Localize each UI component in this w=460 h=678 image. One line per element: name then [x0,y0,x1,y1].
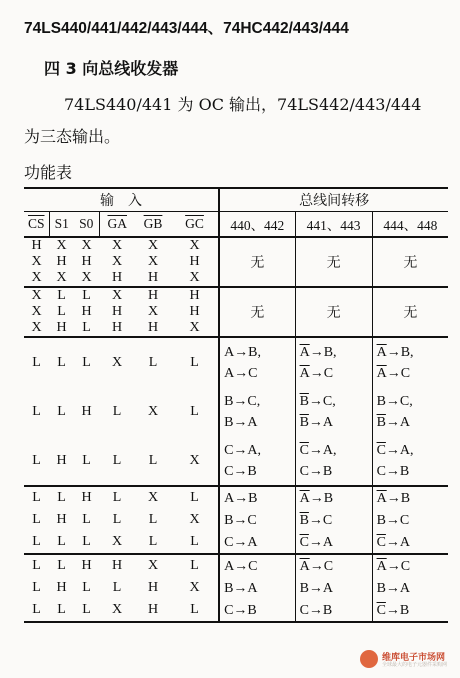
cell-ga: L [112,580,122,595]
cell-transfer [372,531,448,554]
cell-transfer [295,554,372,577]
watermark-text: 维库电子市场网 [382,653,446,663]
cell-transfer: B→A [295,577,372,599]
col-gb: $\overline{GB}$ [135,212,171,238]
cell-gb: L [148,534,158,549]
cell-transfer: B→C [376,512,410,528]
cell-s0: L [82,320,91,335]
cell-gc: H [171,304,219,320]
transfer-rest: →A [308,534,334,550]
transfer-rest: →C [309,365,334,381]
transfer-bar: $\overline{A}$ [376,558,387,574]
cell-s0: H [81,403,92,419]
table-row [24,486,448,509]
transfer-line [377,342,449,363]
cell-s1: L [57,403,66,419]
transfer-rest: →A, [308,442,337,458]
cell-s1: H [56,452,67,468]
cell-transfer [295,387,372,436]
table-row [24,509,448,531]
transfer-line [377,363,449,384]
page-title: 74LS440/441/442/443/444、74HC442/443/444 [24,20,349,37]
cell-ga: X [99,599,135,622]
transfer-bar: $\overline{B}$ [376,414,386,430]
cell-s0: L [82,534,91,549]
cell-s0: X [81,238,92,253]
cell-ga: H [111,270,123,285]
cell-cs: X [24,287,49,304]
cell-transfer: B→A [219,577,295,599]
cell-s0: L [82,512,91,527]
cell-gc: X [171,436,219,486]
cell-ga: X [111,534,123,549]
cell-transfer [372,486,448,509]
transfer-rest: →C [308,512,333,528]
cell-gc: X [171,577,219,599]
cell-s1: H [56,254,67,269]
cell-transfer: C→B [295,599,372,622]
cell-cs: L [32,534,41,549]
cell-transfer: C→A [219,531,295,554]
cell-s1: L [49,554,74,577]
transfer-rest: →A [385,414,411,430]
transfer-bar: $\overline{A}$ [299,490,310,506]
cell-none: 无 [372,287,448,337]
cell-s0: L [74,287,99,304]
transfer-line: C→B [299,463,333,479]
table-row [24,577,448,599]
cell-transfer [219,387,295,436]
transfer-bar: $\overline{A}$ [376,344,387,360]
transfer-bar: $\overline{A}$ [376,490,387,506]
cell-transfer [372,387,448,436]
cell-s1: L [57,304,66,319]
transfer-bar: $\overline{A}$ [299,558,310,574]
cell-gc: X [171,320,219,337]
cell-s0: H [81,254,92,269]
transfer-line [300,391,372,412]
cell-gc: L [171,599,219,622]
transfer-rest: →C [386,558,411,574]
cell-gc: L [171,554,219,577]
col-s0: S0 [74,212,99,238]
transfer-line: A→B, [224,344,262,360]
transfer-rest: →C [386,365,411,381]
cell-s1: L [49,287,74,304]
cell-transfer: C→B [219,599,295,622]
transfer-line: C→A, [224,442,262,458]
cell-transfer [295,509,372,531]
table-row [24,287,448,304]
cell-ga: H [99,554,135,577]
cell-ga: X [99,337,135,387]
header-input: 输 入 [24,188,219,212]
cell-s0: L [74,337,99,387]
transfer-rest: →B [386,490,411,506]
cell-cs: H [31,238,42,253]
transfer-rest: →B, [386,344,414,360]
cell-gb: H [147,270,159,285]
transfer-line: B→C, [376,393,413,409]
transfer-rest: →B [309,490,334,506]
transfer-rest: →C, [308,393,336,409]
dianzi-logo-icon [360,650,378,668]
transfer-line: B→C, [224,393,261,409]
col-444-448: 444、448 [372,212,448,238]
cell-ga: X [111,254,123,269]
table-row [24,554,448,577]
cell-none: 无 [295,237,372,287]
table-row [24,436,448,486]
header-row-columns [24,212,448,238]
table-caption: 功能表 [24,163,73,182]
col-s1: S1 [49,212,74,238]
table-row [24,531,448,554]
cell-gb: H [147,580,159,595]
cell-transfer: A→B [219,486,295,509]
col-cs: $\overline{CS}$ [24,212,49,238]
cell-cs: L [32,580,41,595]
cell-transfer [219,436,295,486]
cell-cs: X [31,304,42,319]
watermark-subtext: 全球最大的电子元器件采购网 [382,662,448,668]
body-text-line-1: 74LS440/441 为 OC 输出，74LS442/443/444 [64,95,422,114]
cell-s0: L [82,452,91,468]
cell-transfer [372,599,448,622]
transfer-rest: →B [385,602,410,618]
transfer-bar: $\overline{A}$ [376,365,387,381]
cell-none: 无 [295,287,372,337]
cell-ga: X [99,287,135,304]
cell-transfer [295,486,372,509]
cell-gb: L [135,337,171,387]
transfer-line [300,440,372,461]
cell-transfer [372,554,448,577]
cell-transfer [372,337,448,387]
transfer-rest: →A, [385,442,414,458]
cell-none: 无 [403,255,418,271]
cell-gc: L [171,387,219,436]
cell-gc: L [171,337,219,387]
table-row [24,337,448,387]
transfer-bar: $\overline{B}$ [299,414,309,430]
function-table [24,187,448,623]
cell-none: 无 [219,237,295,287]
cell-gb: H [147,320,159,335]
cell-s0: X [81,270,92,285]
cell-gc: X [171,270,219,287]
table-row [24,237,448,254]
cell-s1: L [49,599,74,622]
cell-transfer: B→C [219,509,295,531]
cell-transfer [295,531,372,554]
cell-s0: L [82,580,91,595]
table-row [24,599,448,622]
cell-gc: L [171,531,219,554]
cell-s1: H [56,512,67,527]
transfer-line [377,440,449,461]
section-heading: 四 3 向总线收发器 [44,59,179,78]
cell-s1: X [56,270,67,285]
cell-transfer [295,337,372,387]
cell-s1: H [56,580,67,595]
transfer-rest: →C [309,558,334,574]
cell-ga: L [112,403,122,419]
transfer-bar: $\overline{C}$ [299,442,309,458]
cell-transfer [372,436,448,486]
transfer-bar: $\overline{B}$ [299,393,309,409]
header-transfer: 总线间转移 [219,188,448,212]
transfer-line [300,363,372,384]
cell-ga: L [112,512,122,527]
transfer-rest: →A [308,414,334,430]
transfer-line [300,342,372,363]
cell-cs: X [31,270,42,285]
cell-cs: L [32,403,41,419]
transfer-bar: $\overline{C}$ [376,602,386,618]
transfer-bar: $\overline{A}$ [299,344,310,360]
cell-ga: L [99,486,135,509]
cell-s1: X [56,238,67,253]
cell-s0: H [74,486,99,509]
cell-gc: H [171,254,219,270]
cell-ga: X [111,238,123,253]
cell-s0: H [81,304,92,319]
cell-gb: X [135,486,171,509]
transfer-rest: →B, [309,344,337,360]
table-row [24,387,448,436]
site-watermark [360,648,446,670]
transfer-line: C→B [376,463,410,479]
transfer-line: B→A [224,414,258,430]
cell-cs: L [24,486,49,509]
transfer-line: C→B [224,463,257,479]
cell-s1: L [49,337,74,387]
cell-transfer: A→C [219,554,295,577]
cell-gb: H [135,599,171,622]
transfer-bar: $\overline{C}$ [299,534,309,550]
cell-gc: H [171,287,219,304]
transfer-bar: $\overline{A}$ [299,365,310,381]
cell-cs: L [32,512,41,527]
transfer-line [300,412,372,433]
cell-s0: L [74,599,99,622]
transfer-bar: $\overline{C}$ [376,534,386,550]
col-gc: $\overline{GC}$ [171,212,219,238]
col-ga: $\overline{GA}$ [99,212,135,238]
body-text-line-2: 为三态输出。 [24,127,121,146]
cell-ga: L [112,452,122,468]
cell-cs: X [31,254,42,269]
cell-gb: L [148,512,158,527]
cell-gb: H [135,287,171,304]
col-440-442: 440、442 [219,212,295,238]
cell-transfer [219,337,295,387]
cell-gc: L [171,486,219,509]
transfer-bar: $\overline{B}$ [299,512,309,528]
transfer-line [377,412,449,433]
cell-gc: X [171,237,219,254]
cell-gb: X [147,254,159,269]
cell-s1: H [56,320,67,335]
cell-cs: X [31,320,42,335]
cell-gc: X [171,509,219,531]
cell-gb: X [147,403,159,419]
col-441-443: 441、443 [295,212,372,238]
cell-cs: L [24,599,49,622]
cell-ga: H [111,320,123,335]
cell-cs: L [24,554,49,577]
header-row-groups [24,188,448,212]
cell-cs: L [32,452,41,468]
transfer-bar: $\overline{C}$ [376,442,386,458]
cell-gb: X [135,554,171,577]
transfer-rest: →A [385,534,411,550]
cell-s0: H [74,554,99,577]
cell-s1: L [57,534,66,549]
cell-gb: X [147,238,159,253]
cell-cs: L [24,337,49,387]
cell-ga: H [111,304,123,319]
cell-gb: L [148,452,158,468]
cell-s1: L [49,486,74,509]
cell-gb: X [147,304,159,319]
cell-transfer: B→A [376,580,411,596]
cell-transfer [295,436,372,486]
transfer-line: A→C [224,365,258,381]
cell-none: 无 [219,287,295,337]
